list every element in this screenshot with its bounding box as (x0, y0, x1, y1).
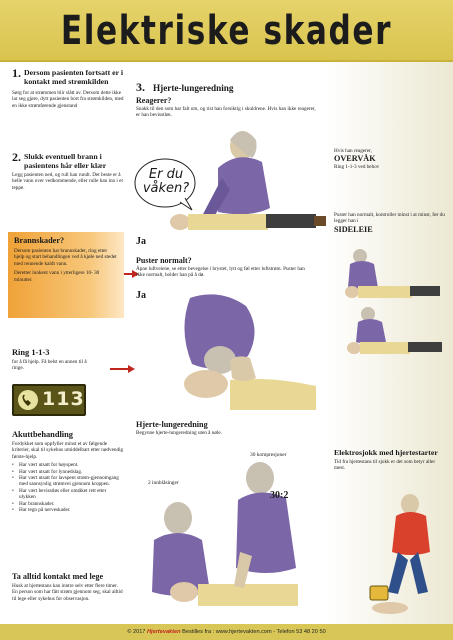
section-1-number: 1. (12, 66, 21, 80)
overvak-section (334, 148, 446, 171)
ja-label-2: Ja (136, 290, 146, 301)
hlr-title: Hjerte-lungeredning (136, 420, 208, 429)
hlr-illustration (140, 452, 320, 622)
ring-body: for å få hjelp. Få belst en annen til å ringe. (12, 359, 87, 372)
section-2-title: Slukk eventuell brann i pasientens hår eller klær (24, 152, 107, 170)
kompresjoner-label: 30 kompresjoner (250, 452, 287, 458)
section-2-number: 2. (12, 150, 21, 164)
footer-text: Bestilles fra : www.hjertevakten.com - Telefon 53 48 20 50 (182, 629, 326, 635)
phone-number: 113 (42, 388, 85, 410)
akutt-item: • Har brannskader. (12, 501, 124, 507)
akutt-intro: Fordykket som oppfyller minst et av følgende kriterier, skal til sykehus umiddelbart etter nødvendig første-hjelp. (12, 441, 124, 460)
section-3-title: Hjerte-lungeredning (153, 83, 234, 93)
sideleie-body: Puster han normalt, kontroller minst i at minst, før du legger han i (334, 212, 445, 225)
lege-section (12, 572, 124, 602)
phone-113-sign (12, 384, 86, 416)
puster-section (136, 256, 326, 279)
ring-arrow-line (110, 368, 130, 370)
sideleie-illustration (340, 248, 446, 364)
brannskader-title: Brannskader? (14, 236, 65, 245)
puster-title: Puster normalt? (136, 256, 192, 265)
hjertestarter-illustration (360, 490, 448, 618)
sideleie-title: SIDELEIE (334, 224, 373, 234)
section-1 (12, 68, 124, 109)
ratio-label: 30:2 (270, 490, 289, 501)
lege-title: Ta alltid kontakt med lege (12, 572, 104, 581)
hlr-body: Begynne hjerte-lungeredning uten å nøle. (136, 430, 222, 436)
reagerer-body: Snakk til den som har falt om, og rist han forsiktig i skuldrene. Hvis han ikke reagerer, er han bevisstløs. (136, 106, 316, 119)
akutt-item: • Har vært utsatt for lynnedslag. (12, 469, 124, 475)
brannskader-body-2: Deretter lunkent vann i ytterligere 10- 30 minutter. (14, 270, 100, 283)
ring-section (12, 348, 124, 372)
overvak-title: OVERVÅK (334, 154, 376, 164)
hlr-section (136, 420, 326, 436)
section-3-number: 3. (136, 80, 145, 94)
overvak-intro: Hvis han reagerer, (334, 148, 372, 154)
elektro-body: Tid fra hjertestans til sjokk er det som betyr aller mest. (334, 459, 436, 472)
overvak-body: Ring 1-1-3 ved behov (334, 164, 380, 171)
akutt-item: • Har vært bevisstløs eller omtåket rett etter ulykken (12, 488, 124, 501)
page-title: Elektriske skader (60, 8, 393, 54)
lege-body: Husk at hjertestans kan inntre selv etter flere timer. En person som har fått strøm gjennom seg, skal alltid til lege eller sykehus for observasjon. (12, 583, 123, 602)
page-header (0, 0, 453, 62)
speech-bubble-text: Er du våken? (142, 167, 190, 196)
akutt-list (12, 462, 124, 513)
section-2-body: Legg pasienten ned, og rull han rundt. Det beste er å helle vann over vedkommende, eller rulle han inn i et teppe. (12, 172, 123, 191)
akutt-title: Akuttbehandling (12, 430, 73, 439)
brannskader-box (8, 232, 124, 318)
section-1-body: Sørg for at strømmen blir slått av. Dersom dette ikke lar seg gjøre, dytt pasienten bort fra strømkilden, med en ikke strømførende gjenstand (12, 90, 124, 109)
brannskader-body: Dersom pasienten har brannskader, ring etter hjelp og start behandlingen ved å kjøle ned stedet med rennende kaldt vann. (14, 248, 117, 267)
section-3 (136, 82, 326, 119)
akutt-item: • Har vært utsatt for lavspent strøm-gjennomgang med sannsynlig strømvei gjennom kroppen. (12, 475, 124, 488)
akutt-item: • Har tegn på nerveskader. (12, 507, 124, 513)
puster-body: Åpne luftveiene, se etter bevegelse i brystet, lytt og føl etter luftstrøm. Puster han ikke normalt, holder han på å dø. (136, 266, 305, 279)
akutt-section (12, 430, 124, 513)
elektro-section (334, 448, 446, 472)
ring-arrow-head (128, 365, 135, 373)
puster-illustration (160, 290, 320, 412)
ja-label-1: Ja (136, 236, 146, 247)
reagerer-title: Reagerer? (136, 96, 172, 105)
elektro-title: Elektrosjokk med hjertestarter (334, 448, 438, 457)
innblasinger-label: 2 innblåsinger (148, 480, 179, 486)
ring-title: Ring 1-1-3 (12, 348, 50, 357)
sideleie-section (334, 212, 446, 235)
page-footer (0, 624, 453, 640)
section-1-title: Dersom pasienten fortsatt er i kontakt med strømkilden (24, 68, 124, 86)
footer-copyright: © 2017 (127, 629, 146, 635)
akutt-item: • Har vært utsatt for høyspent. (12, 462, 124, 468)
footer-brand-logo: Hjertevakten (146, 629, 181, 635)
section-2 (12, 152, 124, 191)
